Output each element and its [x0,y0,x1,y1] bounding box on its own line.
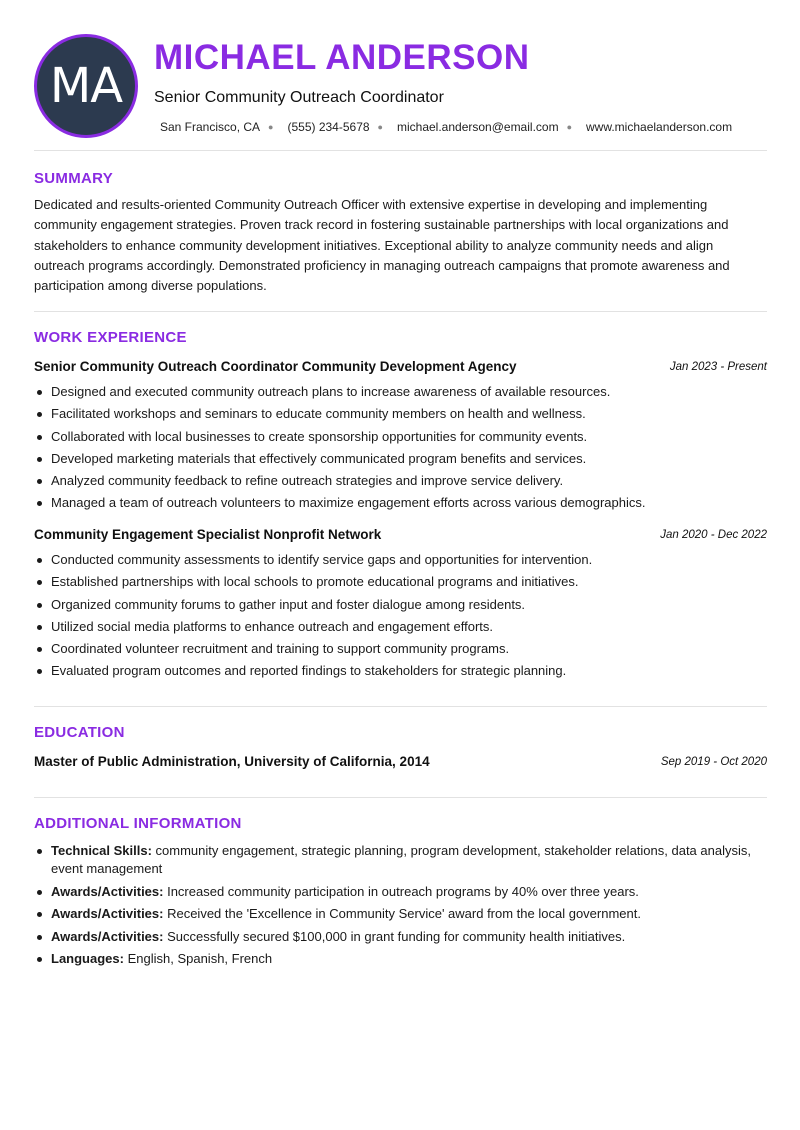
list-item: Managed a team of outreach volunteers to maximize engagement efforts across various demographics. [34,492,767,514]
additional-info-list [34,842,767,973]
education-degree: Master of Public Administration, University of California, 2014 [34,754,430,769]
item-label: Awards/Activities: [51,928,164,944]
contact-phone: (555) 234-5678 [287,120,370,134]
summary-text: Dedicated and results-oriented Community Outreach Officer with extensive expertise in developing and implementing community engagement strategies. Proven track record in fostering sustainable partnerships with local organizations and stakeholders to enhance community development initiatives. Exceptional ability to analyze community needs and align outreach programs accordingly. Demonstrated proficiency in managing outreach campaigns that promote awareness and participation among diverse populations. [34,197,730,294]
item-text: Received the 'Excellence in Community Service' award from the local government. [163,906,641,921]
section-divider [34,311,767,312]
list-item: Established partnerships with local schools to promote educational programs and initiatives. [34,571,767,593]
job-bullet-list [34,381,767,515]
resume-header [34,34,767,138]
avatar [34,34,138,138]
item-label: Languages: [51,951,124,966]
additional-info-heading: ADDITIONAL INFORMATION [34,815,242,832]
list-item: Utilized social media platforms to enhance outreach and engagement efforts. [34,616,767,638]
item-text: English, Spanish, French [123,951,273,966]
item-label: Technical Skills: [51,843,152,858]
contact-location: San Francisco, CA [160,120,261,134]
item-text: community engagement, strategic planning, program development, stakeholder relations, data analysis, event management [51,843,751,876]
list-item [34,950,767,968]
list-item: Evaluated program outcomes and reported findings to stakeholders for strategic planning. [34,660,767,682]
list-item: Designed and executed community outreach plans to increase awareness of available resources. [34,381,767,403]
job-title: Senior Community Outreach Coordinator Community Development Agency [34,359,517,374]
section-divider [34,150,767,151]
candidate-name: MICHAEL ANDERSON [154,38,530,77]
education-dates: Sep 2019 - Oct 2020 [660,756,767,768]
work-experience-heading: WORK EXPERIENCE [34,329,187,346]
avatar-initials: MA [49,58,123,114]
item-label: Awards/Activities: [51,906,164,921]
list-item [34,928,767,946]
list-item: Conducted community assessments to identify service gaps and opportunities for intervention. [34,549,767,571]
contact-bar [160,120,732,134]
section-divider [34,797,767,798]
list-item [34,842,767,878]
list-item: Organized community forums to gather input and foster dialogue among residents. [34,594,767,616]
job-dates: Jan 2020 - Dec 2022 [660,529,767,541]
item-text: Successfully secured $100,000 in grant funding for community health initiatives. [163,928,626,944]
section-divider [34,706,767,707]
contact-email[interactable]: michael.anderson@email.com [396,120,559,134]
education-heading: EDUCATION [34,724,125,741]
contact-website[interactable]: www.michaelanderson.com [586,120,733,134]
job-bullet-list [34,549,767,683]
summary-heading: SUMMARY [34,170,114,187]
item-label: Awards/Activities: [51,883,164,899]
list-item [34,905,767,923]
job-title: Community Engagement Specialist Nonprofit Network [34,527,382,542]
bullet-separator-icon: ● [566,122,573,132]
list-item: Collaborated with local businesses to create sponsorship opportunities for community events. [34,426,767,448]
bullet-separator-icon: ● [268,122,274,132]
bullet-separator-icon: ● [377,122,383,132]
list-item: Coordinated volunteer recruitment and training to support community programs. [34,638,767,660]
list-item: Facilitated workshops and seminars to educate community members on health and wellness. [34,403,767,425]
job-dates: Jan 2023 - Present [669,361,767,373]
list-item: Developed marketing materials that effectively communicated program benefits and services. [34,448,767,470]
list-item: Analyzed community feedback to refine outreach strategies and improve service delivery. [34,470,767,492]
candidate-title: Senior Community Outreach Coordinator [154,89,444,106]
item-text: Increased community participation in outreach programs by 40% over three years. [163,883,639,899]
list-item [34,883,767,901]
